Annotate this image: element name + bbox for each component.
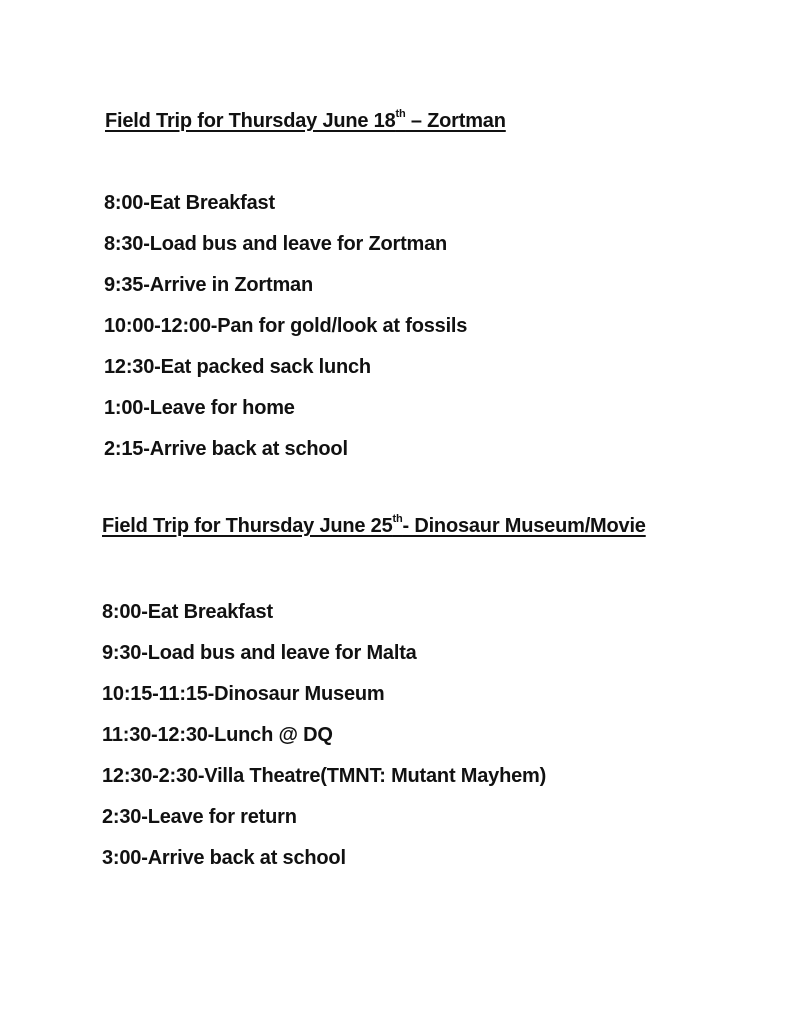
heading-ordinal-suffix: th	[392, 513, 403, 526]
schedule-item: 9:35-Arrive in Zortman	[104, 274, 313, 296]
schedule-item: 11:30-12:30-Lunch @ DQ	[102, 724, 333, 746]
heading-ordinal-suffix: th	[395, 108, 406, 121]
heading-date-text: Field Trip for Thursday June 25	[102, 515, 393, 537]
field-trip-heading	[105, 108, 506, 134]
schedule-list	[104, 190, 467, 477]
schedule-item: 1:00-Leave for home	[104, 397, 295, 419]
schedule-item: 10:00-12:00-Pan for gold/look at fossils	[104, 315, 468, 337]
schedule-item: 2:30-Leave for return	[102, 806, 297, 828]
schedule-item: 8:00-Eat Breakfast	[102, 601, 273, 623]
schedule-item: 3:00-Arrive back at school	[102, 847, 346, 869]
schedule-item: 10:15-11:15-Dinosaur Museum	[102, 683, 385, 705]
schedule-item: 8:30-Load bus and leave for Zortman	[104, 233, 448, 255]
schedule-list	[102, 599, 546, 886]
schedule-item: 12:30-2:30-Villa Theatre(TMNT: Mutant Mayhem)	[102, 765, 547, 787]
heading-date-text: Field Trip for Thursday June 18	[105, 110, 396, 132]
heading-destination-text: - Dinosaur Museum/Movie	[402, 515, 646, 537]
schedule-item: 8:00-Eat Breakfast	[104, 192, 275, 214]
schedule-item: 9:30-Load bus and leave for Malta	[102, 642, 417, 664]
schedule-item: 2:15-Arrive back at school	[104, 438, 348, 460]
field-trip-heading	[102, 513, 646, 539]
schedule-item: 12:30-Eat packed sack lunch	[104, 356, 371, 378]
heading-destination-text: – Zortman	[405, 110, 506, 132]
